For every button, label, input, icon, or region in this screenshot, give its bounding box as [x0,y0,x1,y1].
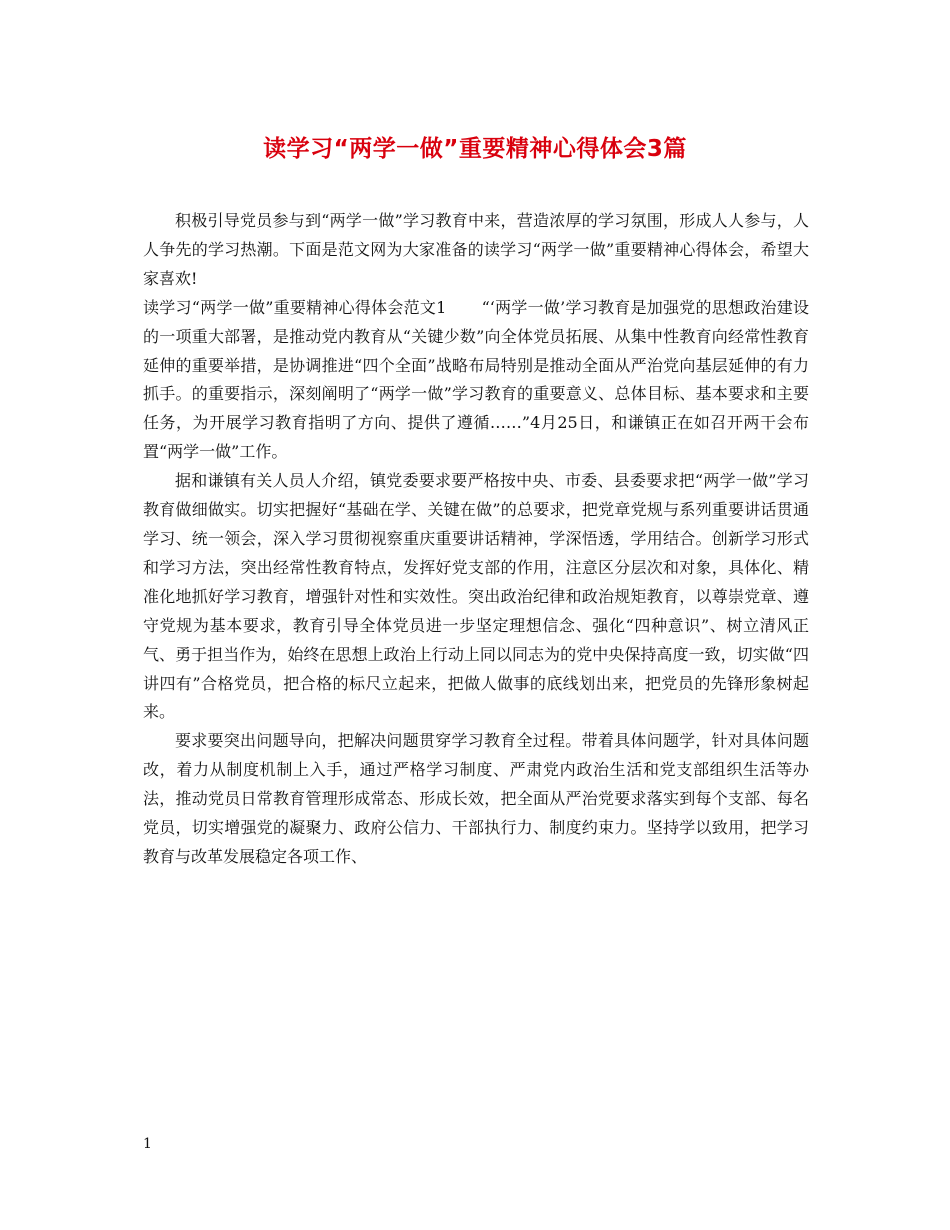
section1-paragraph [143,294,809,467]
document-body [143,207,809,872]
section1-text: “‘两学一做’学习教育是加强党的思想政治建设的一项重大部署，是推动党内教育从“关键少数”向全体党员拓展、从集中性教育向经常性教育延伸的重要举措，是协调推进“四个全面”战略布局特别是推动全面从严治党向基层延伸的有力抓手。的重要指示，深刻阐明了“两学一做”学习教育的重要意义、总体目标、基本要求和主要任务，为开展学习教育指明了方向、提供了遵循……”4月25日，和谦镇正在如召开两干会布置“两学一做”工作。 [143,297,809,462]
paragraph-3: 要求要突出问题导向，把解决问题贯穿学习教育全过程。带着具体问题学，针对具体问题改，着力从制度机制上入手，通过严格学习制度、严肃党内政治生活和党支部组织生活等办法，推动党员日常教育管理形成常态、形成长效，把全面从严治党要求落实到每个支部、每名党员，切实增强党的凝聚力、政府公信力、干部执行力、制度约束力。坚持学以致用，把学习教育与改革发展稳定各项工作、 [143,731,809,866]
section1-heading: 读学习“两学一做”重要精神心得体会范文1 [143,297,447,317]
intro-paragraph: 积极引导党员参与到“两学一做”学习教育中来，营造浓厚的学习氛围，形成人人参与，人人争先的学习热潮。下面是范文网为大家准备的读学习“两学一做”重要精神心得体会，希望大家喜欢! [143,211,809,288]
paragraph-2: 据和谦镇有关人员人介绍，镇党委要求要严格按中央、市委、县委要求把“两学一做”学习教育做细做实。切实把握好“基础在学、关键在做”的总要求，把党章党规与系列重要讲话贯通学习、统一领会，深入学习贯彻视察重庆重要讲话精神，学深悟透，学用结合。创新学习形式和学习方法，突出经常性教育特点，发挥好党支部的作用，注意区分层次和对象，具体化、精准化地抓好学习教育，增强针对性和实效性。突出政治纪律和政治规矩教育，以尊崇党章、遵守党规为基本要求，教育引导全体党员进一步坚定理想信念、强化“四种意识”、树立清风正气、勇于担当作为，始终在思想上政治上行动上同以同志为的党中央保持高度一致，切实做“四讲四有”合格党员，把合格的标尺立起来，把做人做事的底线划出来，把党员的先锋形象树起来。 [143,471,809,722]
document-title: 读学习“两学一做”重要精神心得体会3篇 [263,136,687,162]
page-number: 1 [143,1136,152,1152]
